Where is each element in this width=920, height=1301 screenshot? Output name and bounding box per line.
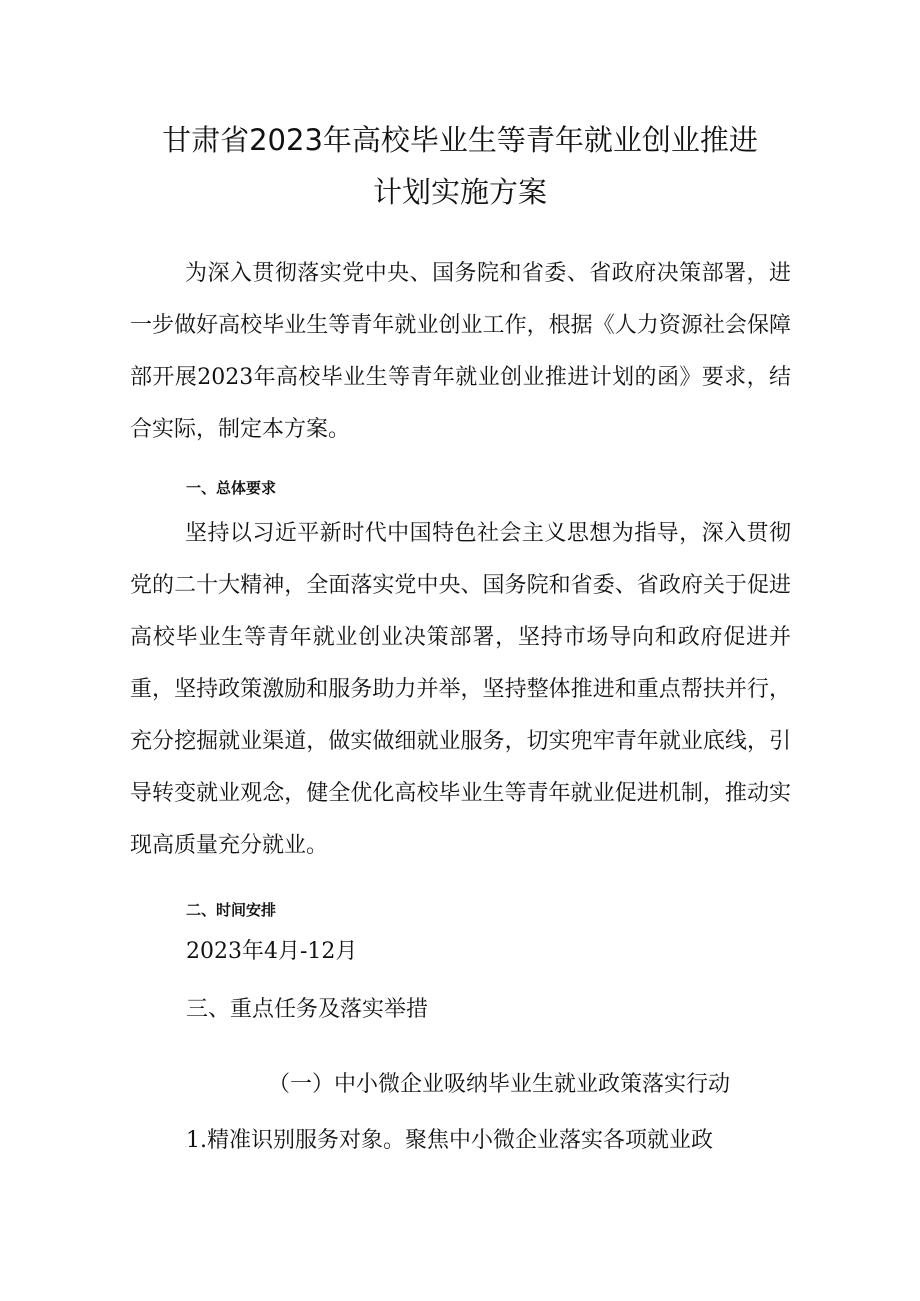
document-title-line-2: 计划实施方案 — [372, 175, 547, 209]
overall-requirements-paragraph: 坚持以习近平新时代中国特色社会主义思想为指导，深入贯彻党的二十大精神，全面落实党中央、国务院和省委、省政府关于促进高校毕业生等青年就业创业决策部署，坚持市场导向和政府促进并重，坚持政策激励和服务助力并举，坚持整体推进和重点帮扶并行，充分挖掘就业渠道，做实做细就业服务，切实兜牢青年就业底线，引导转变就业观念，健全优化高校毕业生等青年就业促进机制，推动实现高质量充分就业。 — [130, 521, 791, 858]
subsection-heading-sme-policy: （一）中小微企业吸纳毕业生就业政策落实行动 — [268, 1072, 731, 1097]
list-item-1: 1.精准识别服务对象。聚焦中小微企业落实各项就业政 — [186, 1128, 713, 1153]
document-title-line-1: 甘肃省2023年高校毕业生等青年就业创业推进 — [162, 123, 758, 157]
section-heading-key-tasks: 三、重点任务及落实举措 — [186, 997, 429, 1022]
section-heading-overall-requirements: 一、总体要求 — [186, 479, 277, 497]
schedule-text: 2023年4月-12月 — [186, 939, 358, 964]
section-heading-schedule: 二、时间安排 — [186, 901, 277, 919]
intro-paragraph: 为深入贯彻落实党中央、国务院和省委、省政府决策部署，进一步做好高校毕业生等青年就业创业工作，根据《人力资源社会保障部开展2023年高校毕业生等青年就业创业推进计划的函》要求，结合实际，制定本方案。 — [130, 261, 791, 442]
